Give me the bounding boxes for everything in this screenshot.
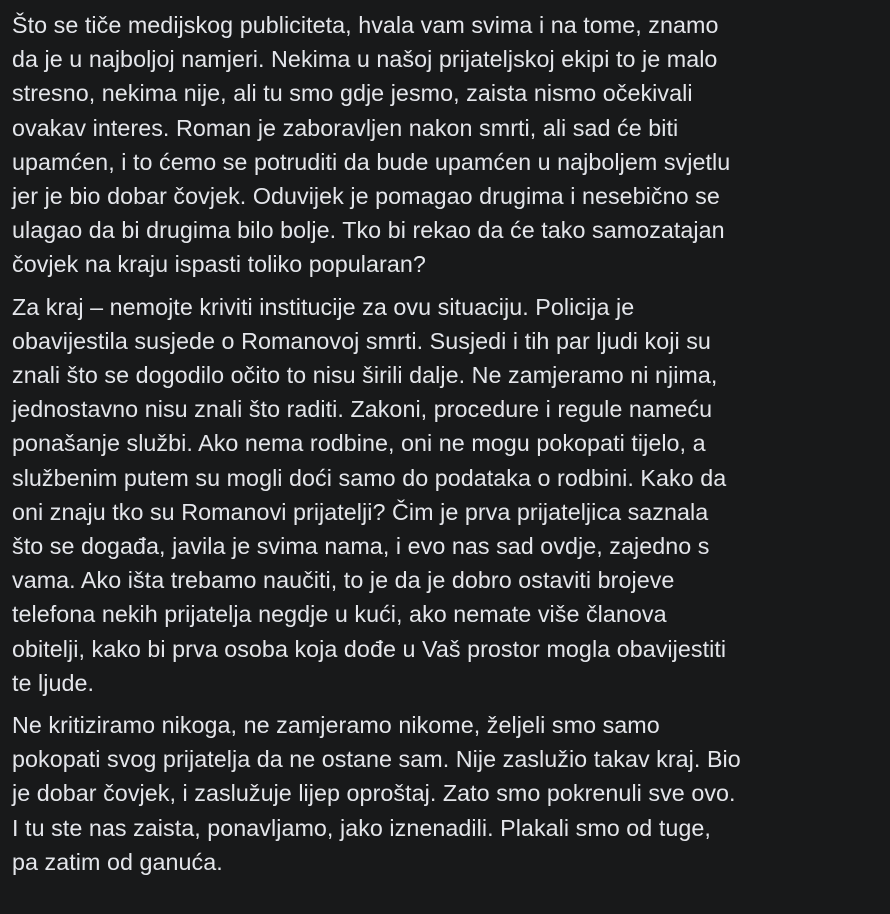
post-paragraph-2: Za kraj – nemojte kriviti institucije za ovu situaciju. Policija je obavijestila susjede o Romanovoj smrti. Susjedi i tih par ljudi koji su znali što se dogodilo očito to nisu širili dalje. Ne zamjeramo ni njima, jednostavno nisu znali što raditi. Zakoni, procedure i regule nameću ponašanje službi. Ako nema rodbine, oni ne mogu pokopati tijelo, a službenim putem su mogli doći samo do podataka o rodbini. Kako da oni znaju tko su Romanovi prijatelji? Čim je prva prijateljica saznala što se događa, javila je svima nama, i evo nas sad ovdje, zajedno s vama. Ako išta trebamo naučiti, to je da je dobro ostaviti brojeve telefona nekih prijatelja negdje u kući, ako nemate više članova obitelji, kako bi prva osoba koja dođe u Vaš prostor mogla obavijestiti te ljude.: [12, 293, 727, 696]
post-paragraph-1: Što se tiče medijskog publiciteta, hvala vam svima i na tome, znamo da je u najboljoj namjeri. Nekima u našoj prijateljskoj ekipi to je malo stresno, nekima nije, ali tu smo gdje jesmo, zaista nismo očekivali ovakav interes. Roman je zaboravljen nakon smrti, ali sad će biti upamćen, i to ćemo se potruditi da bude upamćen u najboljem svjetlu jer je bio dobar čovjek. Oduvijek je pomagao drugima i nesebično se ulagao da bi drugima bilo bolje. Tko bi rekao da će tako samozatajan čovjek na kraju ispasti toliko popularan?: [12, 12, 731, 278]
post-paragraph-3: Ne kritiziramo nikoga, ne zamjeramo nikome, željeli smo samo pokopati svog prijatelja da ne ostane sam. Nije zaslužio takav kraj. Bio je dobar čovjek, i zaslužuje lijep oproštaj. Zato smo pokrenuli sve ovo. I tu ste nas zaista, ponavljamo, jako iznenadili. Plakali smo od tuge, pa zatim od ganuća.: [12, 712, 741, 875]
